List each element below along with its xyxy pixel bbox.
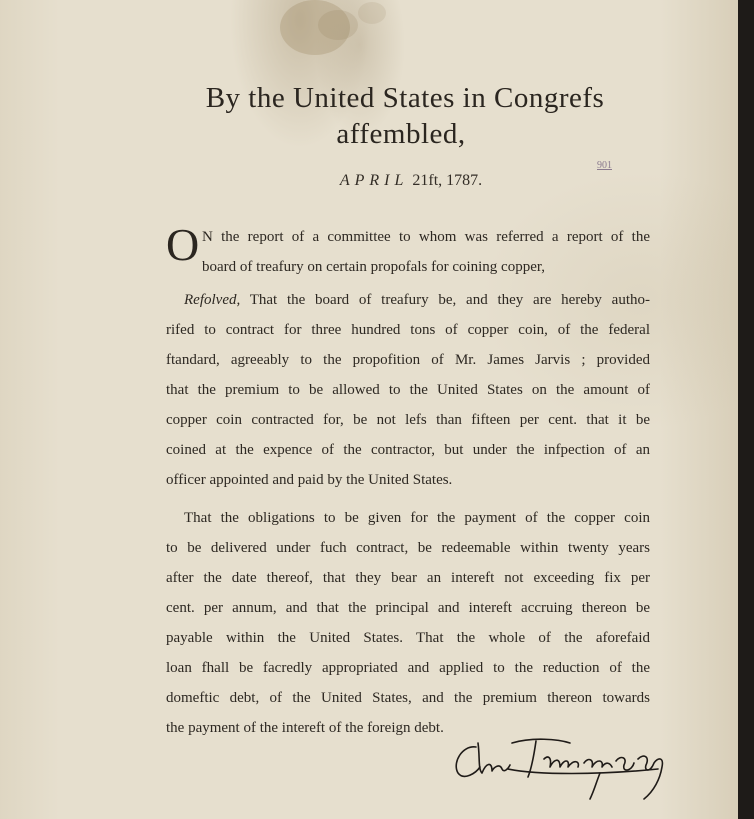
text-line: payable within the United States. That the whole of the aforefaid (166, 630, 650, 646)
drop-cap-letter: O (166, 219, 200, 270)
date-month: APRIL (339, 172, 409, 189)
text-line: the payment of the intereft of the foreign debt. (166, 720, 444, 736)
water-stain (318, 10, 358, 40)
document-title-line-2: affembled, (336, 118, 466, 150)
text-line: loan fhall be facredly appropriated and applied to the reduction of the (166, 660, 650, 676)
text-line: coined at the expence of the contractor, but under the infpection of an (166, 442, 650, 458)
date-day-year: 21ft, 1787. (412, 172, 483, 189)
resolved-word: Refolved, (184, 292, 241, 308)
text-line: cent. per annum, and that the principal and intereft accruing thereon be (166, 600, 650, 616)
text-line: ftandard, agreeably to the propofition of Mr. James Jarvis ; provided (166, 352, 650, 368)
scan-edge (738, 0, 754, 819)
text-line: That the obligations to be given for the payment of the copper coin (184, 510, 650, 526)
document-date (0, 172, 738, 190)
text-line: board of treafury on certain propofals for coining copper, (202, 259, 546, 275)
text-line: copper coin contracted for, be not lefs than fifteen per cent. that it be (166, 412, 650, 428)
text-line: Refolved, That the board of treafury be, and they are hereby autho- (184, 292, 650, 308)
text-line: domeftic debt, of the United States, and the premium thereon towards (166, 690, 650, 706)
text-line: N the report of a committee to whom was referred a report of the (202, 229, 650, 245)
water-stain (358, 2, 386, 24)
text-line: to be delivered under fuch contract, be redeemable within twenty years (166, 540, 650, 556)
text-line: rifed to contract for three hundred tons of copper coin, of the federal (166, 322, 650, 338)
handwritten-signature (448, 733, 688, 803)
text-line: after the date thereof, that they bear an intereft not exceeding fix per (166, 570, 650, 586)
document-title-line-1: By the United States in Congrefs (205, 82, 605, 114)
text-line: that the premium to be allowed to the United States on the amount of (166, 382, 650, 398)
margin-annotation: 901 (597, 160, 612, 171)
text-line: officer appointed and paid by the United States. (166, 472, 453, 488)
